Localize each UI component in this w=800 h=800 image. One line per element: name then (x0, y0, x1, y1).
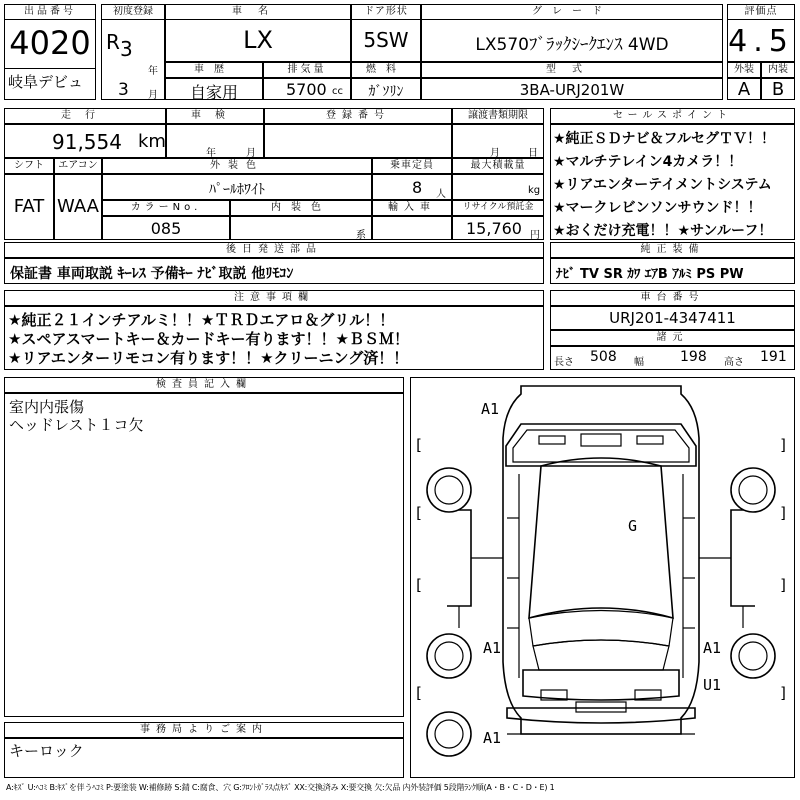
length-label: 長さ (554, 357, 574, 368)
displacement-unit: cc (332, 86, 343, 97)
inspector-header: 検査員記入欄 (4, 377, 404, 393)
inspector-line: ヘッドレスト１コ欠 (9, 416, 144, 434)
office-header: 事務局よりご案内 (4, 722, 404, 738)
notes-header: 注意事項欄 (4, 290, 544, 306)
fuel: ｶﾞｿﾘﾝ (368, 84, 404, 100)
import-header: 輸入車 (372, 200, 452, 216)
capacity-header: 乗車定員 (372, 158, 452, 174)
damage-mark: G (628, 517, 638, 535)
inspector-box (4, 393, 404, 717)
import-cell (372, 216, 452, 240)
venue: 岐阜デビュ (8, 73, 84, 91)
chassis-number: URJ201-4347411 (609, 309, 736, 327)
int-color-cell (230, 216, 372, 240)
ac-header: エアコン (54, 158, 102, 174)
score-header: 評価点 (727, 4, 795, 20)
displacement: 5700 (286, 80, 327, 99)
legend: A:ｷｽﾞ U:ﾍｺﾐ B:ｷｽﾞを伴うﾍｺﾐ P:要塗装 W:補修跡 S:錆 C:腐食、穴 G:ﾌﾛﾝﾄｶﾞﾗｽ点ｷｽﾞ XX:交換済み X:要交換 欠:欠品 内外装評価 5段階ﾗﾝｸ順(A・B・C・D・E) 1 (6, 783, 555, 792)
bracket-open: [ (414, 684, 424, 702)
chassis-header: 車台番号 (550, 290, 795, 306)
history: 自家用 (189, 83, 238, 102)
score: 4.5 (728, 24, 794, 59)
door-header: ドア形状 (351, 4, 421, 20)
mileage-header: 走行 (4, 108, 166, 124)
lot-number: 4020 (9, 24, 91, 62)
recycle: 15,760 (466, 219, 522, 238)
recycle-unit: 円 (530, 230, 540, 241)
inspector-line: 室内内張傷 (9, 398, 85, 416)
displacement-header: 排気量 (263, 62, 351, 78)
capacity: 8 (412, 178, 423, 197)
month: 3 (118, 80, 129, 100)
grade: LX570ﾌﾞﾗｯｸｼｰｸｴﾝｽ 4WD (475, 35, 669, 55)
transfer-day-unit: 日 (528, 148, 538, 159)
inspection-month-unit: 月 (246, 148, 256, 159)
bracket-close: ] (779, 576, 789, 594)
sales-point-line: ★おくだけ充電！！★サンルーフ！ (553, 223, 773, 239)
height: 191 (760, 349, 787, 365)
year: 3 (120, 37, 133, 61)
height-label: 高さ (724, 357, 744, 368)
damage-mark: A1 (703, 639, 722, 657)
dims-header: 諸元 (550, 330, 795, 346)
accessories-text: 保証書 車両取説 ｷｰﾚｽ 予備ｷｰ ﾅﾋﾞ取説 他ﾘﾓｺﾝ (10, 266, 294, 282)
reg-no-cell (264, 124, 452, 158)
damage-mark: A1 (481, 400, 500, 418)
load-header: 最大積載量 (452, 158, 544, 174)
int-color-unit: 系 (356, 230, 366, 241)
width-label: 幅 (634, 357, 644, 368)
damage-mark: U1 (703, 676, 722, 694)
load-unit: kg (528, 185, 541, 196)
model-header: 型式 (421, 62, 723, 78)
interior-header: 内装 (761, 62, 795, 78)
color-header: 外装色 (102, 158, 372, 174)
notes-line: ★スペアスマートキー＆カードキー有ります！！★ＢＳＭ！ (8, 330, 409, 348)
interior-grade: B (771, 79, 785, 100)
lot-number-header: 出品番号 (4, 4, 96, 20)
year-unit: 年 (148, 66, 158, 77)
exterior-header: 外装 (727, 62, 761, 78)
sales-point-line: ★マルチテレイン4カメラ！！ (553, 154, 743, 170)
equipment-header: 純正装備 (550, 242, 795, 258)
sales-point-line: ★マークレビンソンサウンド！！ (553, 200, 762, 216)
office-text: キーロック (9, 742, 84, 760)
sales-point-line: ★リアエンターテイメントシステム (553, 177, 772, 193)
notes-line: ★純正２１インチアルミ！！★ＴＲＤエアロ＆グリル！！ (8, 311, 395, 329)
era: R (106, 30, 120, 54)
month-unit: 月 (148, 90, 158, 101)
transfer-month-unit: 月 (490, 148, 500, 159)
ac: WAA (57, 196, 99, 217)
exterior-grade: A (737, 79, 751, 100)
inspection-year-unit: 年 (206, 148, 216, 159)
length: 508 (590, 349, 617, 365)
transfer-header: 譲渡書類期限 (452, 108, 544, 124)
door-type: 5SW (363, 28, 409, 52)
damage-mark: A1 (483, 729, 502, 747)
shift: FAT (13, 196, 45, 217)
mileage: 91,554 (52, 130, 122, 154)
damage-mark: A1 (483, 639, 502, 657)
width: 198 (680, 349, 707, 365)
color: ﾊﾟｰﾙﾎﾜｲﾄ (209, 182, 265, 198)
inspection-header: 車検 (166, 108, 264, 124)
capacity-unit: 人 (436, 189, 446, 200)
bracket-open: [ (414, 436, 424, 454)
color-no: 085 (150, 219, 182, 238)
first-reg-header: 初度登録 (101, 4, 165, 20)
car-name-header: 車名 (165, 4, 351, 20)
shift-header: シフト (4, 158, 54, 174)
recycle-header: リサイクル預託金 (452, 200, 544, 216)
bracket-close: ] (779, 436, 789, 454)
dims-cell (550, 346, 795, 370)
model: 3BA-URJ201W (519, 81, 625, 99)
bracket-close: ] (779, 684, 789, 702)
car-name: LX (243, 26, 273, 54)
fuel-header: 燃料 (351, 62, 421, 78)
mileage-unit: km (138, 131, 166, 152)
bracket-open: [ (414, 576, 424, 594)
bracket-close: ] (779, 504, 789, 522)
damage-diagram (410, 377, 795, 778)
accessories-header: 後日発送部品 (4, 242, 544, 258)
reg-no-header: 登録番号 (264, 108, 452, 124)
equipment-text: ﾅﾋﾞ TV SR ｶﾜ ｴｱB ｱﾙﾐ PS PW (556, 267, 744, 282)
bracket-open: [ (414, 504, 424, 522)
history-header: 車歴 (165, 62, 263, 78)
int-color-header: 内装色 (230, 200, 372, 216)
notes-line: ★リアエンターリモコン有ります！！★クリーニング済！！ (8, 349, 409, 367)
sales-point-line: ★純正ＳＤナビ＆フルセグＴＶ！！ (553, 131, 775, 147)
color-no-header: カラーNo. (102, 200, 230, 216)
grade-header: グレード (421, 4, 723, 20)
sales-points-header: セールスポイント (550, 108, 795, 124)
